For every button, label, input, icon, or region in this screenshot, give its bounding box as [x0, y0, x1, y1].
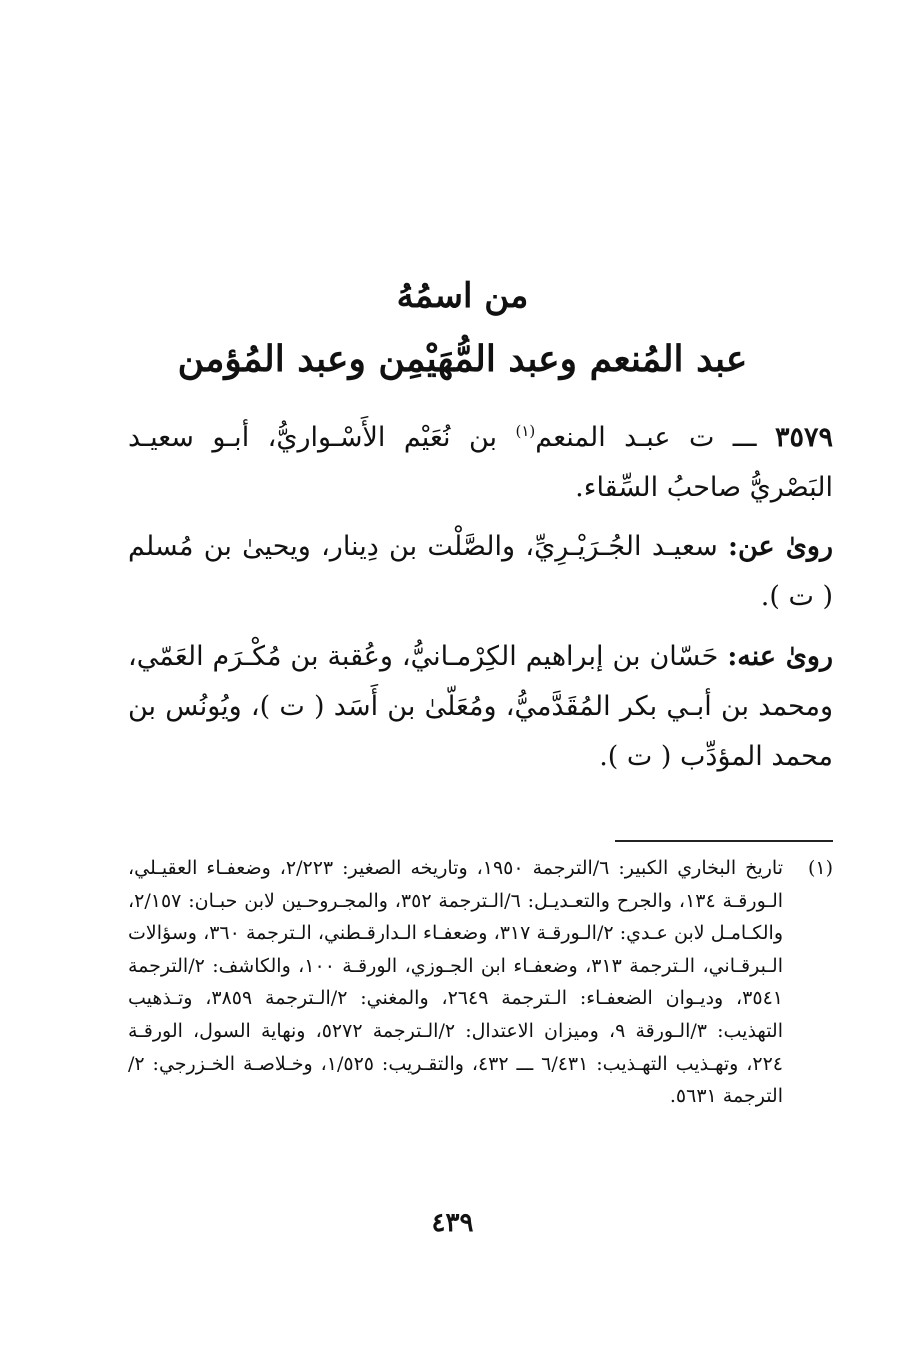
section-heading-line-1: من اسمُهُ	[396, 276, 529, 316]
biography-entry	[128, 406, 833, 513]
narrated-from-paragraph	[128, 522, 833, 622]
footnote-marker: (١)	[807, 857, 833, 879]
entry-continuation: بن نُعَيْم الأَسْـواريُّ، أبـو سعيـد البَصْريُّ صاحبُ السِّقاء.	[128, 422, 833, 503]
footnote-divider	[615, 840, 833, 842]
section-heading-line-2: عبد المُنعم وعبد المُّهَيْمِن وعبد المُؤمن	[177, 338, 748, 380]
entry-name: ـــ ت عبـد المنعم	[535, 422, 757, 453]
narrated-by-text: حَسّان بن إبراهيم الكِرْمـانيُّ، وعُقبة بن مُكْـرَم العَمّي، ومحمد بن أبـي بكر المُقَدَّميُّ، ومُعَلّىٰ بن أَسَد ( ت )، ويُونُس بن محمد المؤدِّب ( ت ).	[128, 641, 833, 772]
footnote	[128, 852, 833, 1113]
narrated-by-paragraph	[128, 632, 833, 782]
narrated-from-text: سعيـد الجُـرَيْـرِيِّ، والصَّلْت بن دِينار، ويحيىٰ بن مُسلم ( ت ).	[128, 531, 833, 612]
footnote-reference: (١)	[515, 422, 536, 440]
page-number: ٤٣٩	[431, 1208, 474, 1238]
narrated-by-label: روىٰ عنه:	[727, 641, 834, 672]
narrated-from-label: روىٰ عن:	[728, 531, 833, 562]
footnote-text: تاريخ البخاري الكبير: ٦/الترجمة ١٩٥٠، وتاريخه الصغير: ٢/٢٢٣، وضعفـاء العقيـلي، الـورقـة ١٣٤، والجرح والتعـديـل: ٦/الـترجمة ٣٥٢، والمجـروحـين لابن حبـان: ٢/١٥٧، والكـامـل لابن عـدي: ٢/الـورقـة ٣١٧، وضعفـاء الـدارقـطني، الـترجمة ٣٦٠، وسؤالات الـبرقـاني، الـترجمة ٣١٣، وضعفـاء ابن الجـوزي، الورقـة ١٠٠، والكاشف: ٢/الترجمة ٣٥٤١، وديـوان الضعفـاء: الـترجمة ٢٦٤٩، والمغني: ٢/الـترجمة ٣٨٥٩، وتـذهيب التهذيب: ٣/الـورقة ٩، وميزان الاعتدال: ٢/الـترجمة ٥٢٧٢، ونهاية السول، الورقـة ٢٢٤، وتهـذيب التهـذيب: ٦/٤٣١ ـــ ٤٣٢، والتقـريب: ١/٥٢٥، وخـلاصـة الخـزرجي: ٢/الترجمة ٥٦٣١.	[128, 857, 783, 1108]
entry-number: ٣٥٧٩	[775, 422, 834, 453]
